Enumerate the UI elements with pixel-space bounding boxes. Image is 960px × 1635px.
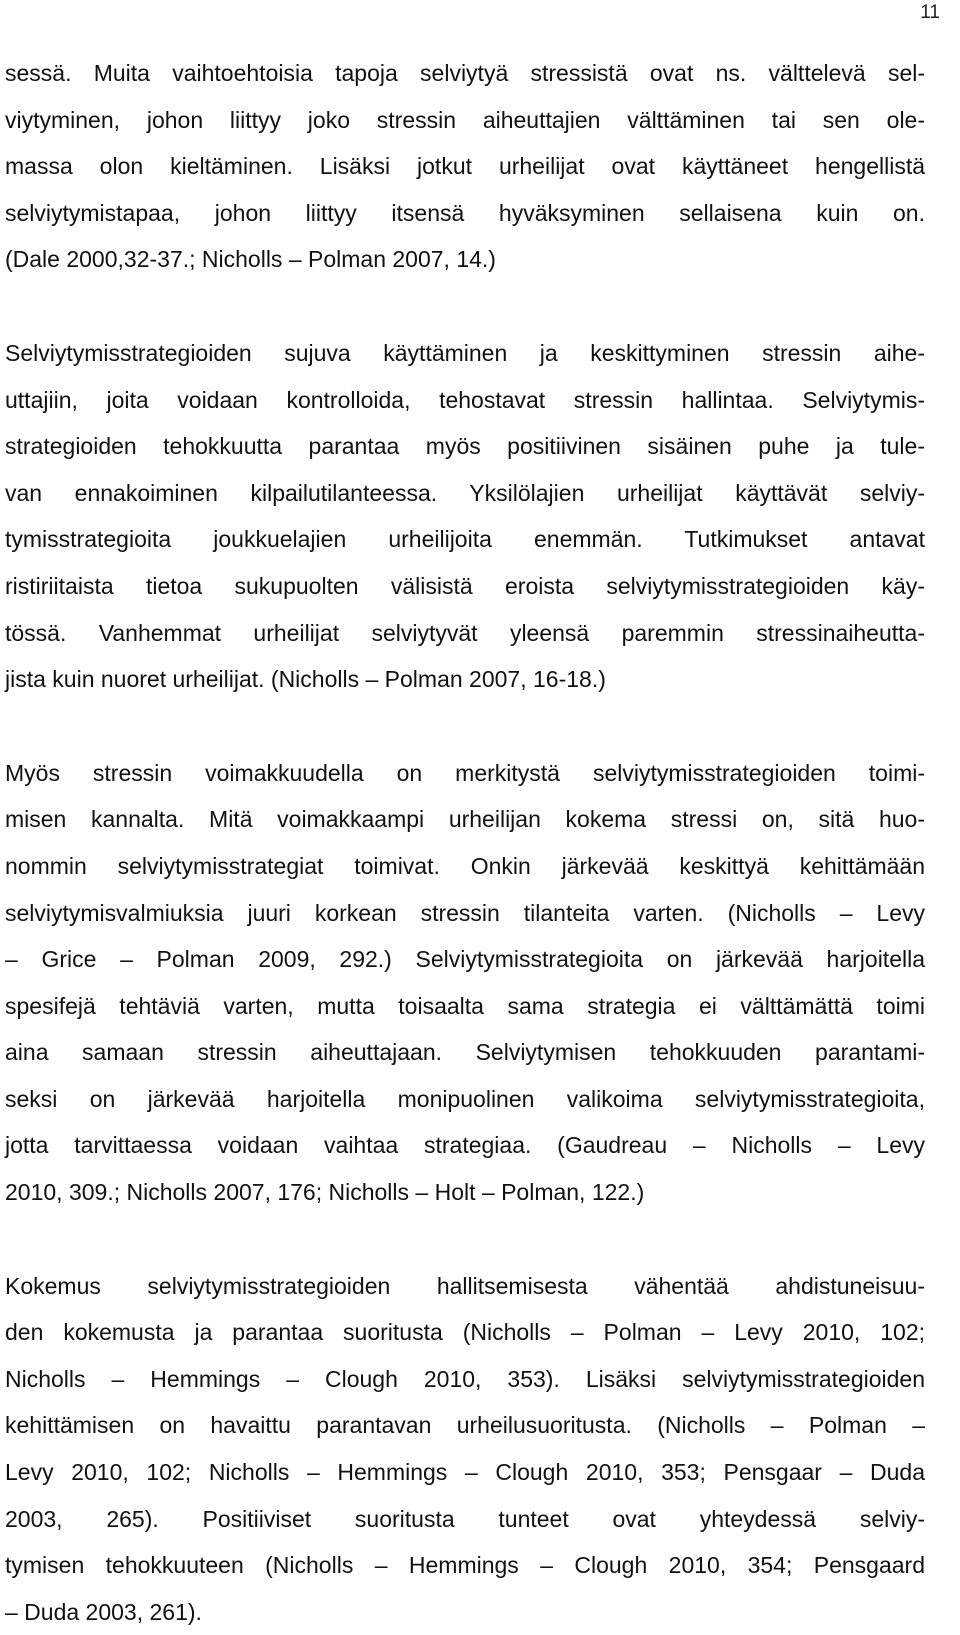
text-line: Kokemus selviytymisstrategioiden hallitsemisesta vähentää ahdistuneisuu- xyxy=(5,1272,925,1299)
text-line: strategioiden tehokkuutta parantaa myös positiivinen sisäinen puhe ja tule- xyxy=(5,433,925,460)
text-line: aina samaan stressin aiheuttajaan. Selviytymisen tehokkuuden parantami- xyxy=(5,1039,925,1066)
paragraph-gap xyxy=(5,703,925,750)
text-line: jista kuin nuoret urheilijat. (Nicholls – Polman 2007, 16-18.) xyxy=(5,666,606,693)
paragraph-gap xyxy=(5,283,925,330)
document-body xyxy=(5,50,925,1635)
text-line: misen kannalta. Mitä voimakkaampi urheilijan kokema stressi on, sitä huo- xyxy=(5,806,925,833)
text-line: tymisstrategioita joukkuelajien urheilijoita enemmän. Tutkimukset antavat xyxy=(5,526,925,553)
text-line: selviytymistapaa, johon liittyy itsensä hyväksyminen sellaisena kuin on. xyxy=(5,199,925,226)
text-line: viytyminen, johon liittyy joko stressin aiheuttajien välttäminen tai sen ole- xyxy=(5,106,925,133)
text-line: uttajiin, joita voidaan kontrolloida, tehostavat stressin hallintaa. Selviytymis- xyxy=(5,386,925,413)
text-line: – Duda 2003, 261). xyxy=(5,1598,202,1625)
paragraph xyxy=(5,750,925,1216)
text-line: jotta tarvittaessa voidaan vaihtaa strategiaa. (Gaudreau – Nicholls – Levy xyxy=(5,1132,925,1159)
text-line: tössä. Vanhemmat urheilijat selviytyvät yleensä paremmin stressinaiheutta- xyxy=(5,619,925,646)
page-number: 11 xyxy=(920,2,940,23)
text-line: den kokemusta ja parantaa suoritusta (Nicholls – Polman – Levy 2010, 102; xyxy=(5,1319,925,1346)
text-line: sessä. Muita vaihtoehtoisia tapoja selviytyä stressistä ovat ns. välttelevä sel- xyxy=(5,60,925,86)
paragraph xyxy=(5,1263,925,1635)
paragraph xyxy=(5,50,925,283)
text-line: van ennakoiminen kilpailutilanteessa. Yksilölajien urheilijat käyttävät selviy- xyxy=(5,479,925,506)
text-line: (Dale 2000,32-37.; Nicholls – Polman 2007, 14.) xyxy=(5,246,496,273)
text-line: Levy 2010, 102; Nicholls – Hemmings – Clough 2010, 353; Pensgaar – Duda xyxy=(5,1459,925,1486)
text-line: – Grice – Polman 2009, 292.) Selviytymisstrategioita on järkevää harjoitella xyxy=(5,946,925,973)
text-line: ristiriitaista tietoa sukupuolten välisistä eroista selviytymisstrategioiden käy- xyxy=(5,572,925,599)
paragraph xyxy=(5,330,925,703)
text-line: tymisen tehokkuuteen (Nicholls – Hemmings – Clough 2010, 354; Pensgaard xyxy=(5,1552,925,1579)
text-line: nommin selviytymisstrategiat toimivat. Onkin järkevää keskittyä kehittämään xyxy=(5,852,925,879)
text-line: massa olon kieltäminen. Lisäksi jotkut urheilijat ovat käyttäneet hengellistä xyxy=(5,153,925,180)
text-line: selviytymisvalmiuksia juuri korkean stressin tilanteita varten. (Nicholls – Levy xyxy=(5,899,925,926)
text-line: Nicholls – Hemmings – Clough 2010, 353). Lisäksi selviytymisstrategioiden xyxy=(5,1365,925,1392)
text-line: 2003, 265). Positiiviset suoritusta tunteet ovat yhteydessä selviy- xyxy=(5,1505,925,1532)
text-line: spesifejä tehtäviä varten, mutta toisaalta sama strategia ei välttämättä toimi xyxy=(5,992,925,1019)
text-line: Myös stressin voimakkuudella on merkitystä selviytymisstrategioiden toimi- xyxy=(5,759,925,786)
text-line: 2010, 309.; Nicholls 2007, 176; Nicholls – Holt – Polman, 122.) xyxy=(5,1179,645,1206)
text-line: kehittämisen on havaittu parantavan urheilusuoritusta. (Nicholls – Polman – xyxy=(5,1412,925,1439)
text-line: seksi on järkevää harjoitella monipuolinen valikoima selviytymisstrategioita, xyxy=(5,1085,925,1112)
text-line: Selviytymisstrategioiden sujuva käyttäminen ja keskittyminen stressin aihe- xyxy=(5,339,925,366)
paragraph-gap xyxy=(5,1216,925,1263)
